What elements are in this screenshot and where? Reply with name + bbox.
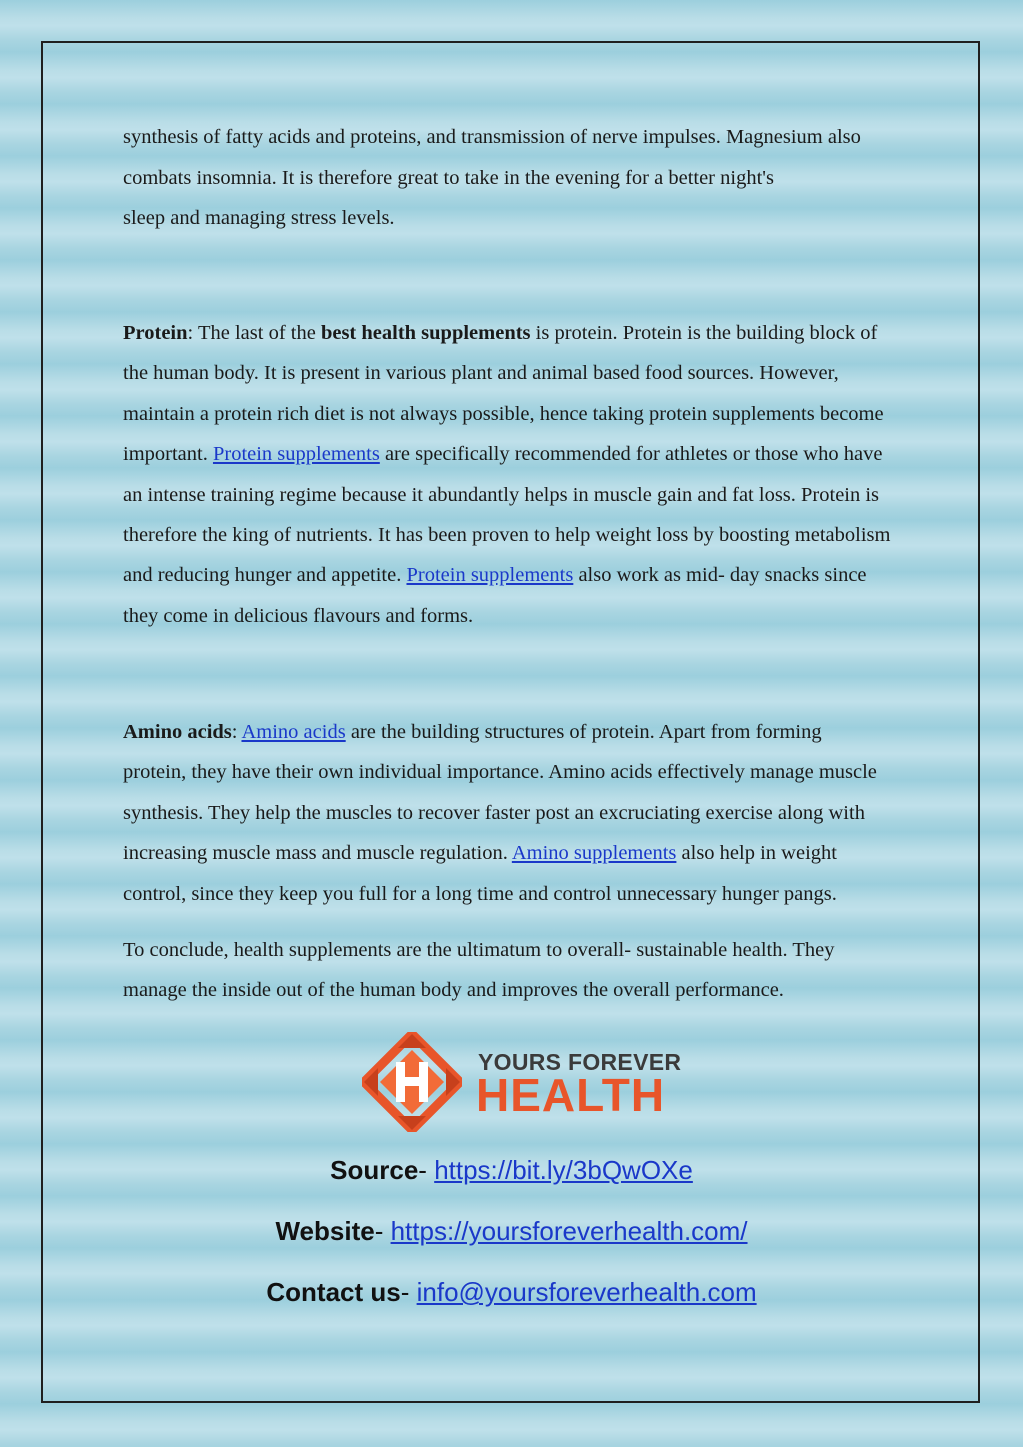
amino-paragraph bbox=[123, 712, 888, 914]
protein-supplements-link-2[interactable]: Protein supplements bbox=[406, 564, 574, 587]
intro-line-1: synthesis of fatty acids and proteins, and transmission of nerve impulses. Magnesium also bbox=[123, 126, 861, 148]
logo-text-line-1: YOURS FOREVER bbox=[478, 1049, 682, 1075]
amino-text-1: : bbox=[231, 721, 242, 743]
website-label: Website bbox=[275, 1216, 375, 1246]
logo-text-line-2: HEALTH bbox=[476, 1069, 666, 1121]
intro-line-3: sleep and managing stress levels. bbox=[123, 207, 395, 229]
protein-text-2: is protein. Protein is the building block of the human body. It is present in various plant and animal based food sources. However, maintain a protein rich diet is not always possible, hence taking protein supplements become important. bbox=[123, 322, 884, 466]
brand-logo bbox=[362, 1032, 682, 1132]
website-link[interactable]: https://yoursforeverhealth.com/ bbox=[390, 1216, 748, 1246]
amino-acids-link[interactable]: Amino acids bbox=[241, 721, 346, 743]
source-link[interactable]: https://bit.ly/3bQwOXe bbox=[434, 1155, 693, 1185]
protein-bold-phrase: best health supplements bbox=[320, 322, 531, 344]
protein-text-3: are specifically recommended for athletes or those who have an intense training regime because it abundantly helps in muscle gain and fat loss. Protein is therefore the king of nutrients. It has been proven to help weight loss by boosting metabolism and reducing hunger and appetite. bbox=[123, 443, 891, 587]
contact-separator: - bbox=[400, 1277, 417, 1307]
source-line bbox=[0, 1155, 1023, 1186]
website-line bbox=[0, 1216, 1023, 1247]
protein-supplements-link-1[interactable]: Protein supplements bbox=[212, 443, 380, 466]
protein-text-1: : The last of the bbox=[187, 322, 321, 344]
contact-label: Contact us bbox=[266, 1277, 401, 1307]
yfh-logo-icon bbox=[362, 1032, 462, 1132]
contact-line bbox=[0, 1277, 1023, 1308]
amino-heading: Amino acids bbox=[123, 721, 232, 743]
intro-line-2: combats insomnia. It is therefore great to take in the evening for a better night's bbox=[123, 167, 774, 189]
contact-email-link[interactable]: info@yoursforeverhealth.com bbox=[416, 1277, 757, 1307]
conclusion-paragraph: To conclude, health supplements are the ultimatum to overall- sustainable health. They manage the inside out of the human body and improves the overall performance. bbox=[123, 939, 835, 1002]
source-separator: - bbox=[418, 1155, 435, 1185]
protein-paragraph bbox=[123, 313, 898, 636]
amino-text-3: also help in weight control, since they keep you full for a long time and control unnecessary hunger pangs. bbox=[123, 842, 837, 905]
source-label: Source bbox=[330, 1155, 419, 1185]
protein-heading: Protein bbox=[123, 322, 188, 344]
amino-supplements-link[interactable]: Amino supplements bbox=[511, 842, 677, 865]
website-separator: - bbox=[374, 1216, 391, 1246]
protein-text-4: also work as mid- day snacks since they come in delicious flavours and forms. bbox=[123, 564, 867, 627]
amino-text-2: are the building structures of protein. Apart from forming protein, they have their own individual importance. Amino acids effectively manage muscle synthesis. They help the muscles to recover faster post an excruciating exercise along with increasing muscle mass and muscle regulation. bbox=[123, 721, 877, 865]
